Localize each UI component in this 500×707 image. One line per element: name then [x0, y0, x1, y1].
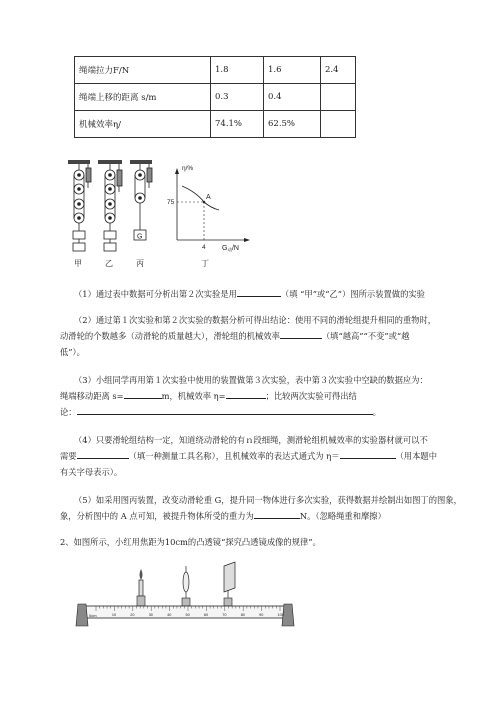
bench-tick-label: 100	[277, 613, 284, 617]
question-2-line-3: 低”）。	[60, 347, 85, 357]
data-table	[74, 56, 356, 138]
table-cell: 0.3	[211, 84, 264, 111]
answer-blank[interactable]	[340, 449, 396, 459]
answer-blank[interactable]	[124, 389, 162, 399]
block-letter: G	[137, 233, 143, 241]
table-row	[75, 57, 356, 84]
question-4-text: 需要	[60, 451, 77, 461]
question-4-text-2: （填一种测量工具名称），且机械效率的表达式通式为 η＝	[128, 451, 340, 461]
figure-label-jia: 甲	[74, 259, 82, 268]
bench-left-leg	[76, 604, 88, 626]
question-2-text-2: （填“越高”“不变”或“越	[321, 331, 410, 341]
question-5-line-2	[60, 508, 386, 524]
table-cell: 1.8	[211, 57, 264, 84]
bench-tick-label: 70	[222, 613, 227, 617]
question-3-line-1: （3）小组同学再用第１次实验中使用的装置做第３次实验，表中第３次实验中空缺的数据应为：	[74, 375, 428, 385]
question-4-line-3: 有关字母表示）。	[60, 467, 123, 477]
answer-blank[interactable]	[77, 405, 373, 415]
bench-tick-label: 20	[130, 613, 135, 617]
table-cell: 绳端上移的距离 s/m	[75, 84, 211, 111]
table-cell: 机械效率η/	[75, 111, 211, 138]
bench-tick-label: 90	[259, 613, 264, 617]
question-1-text: （1）通过表中数据可分析出第２次实验是用	[74, 289, 237, 299]
efficiency-graph	[175, 168, 250, 242]
table-cell: 74.1%	[211, 111, 264, 138]
question-3-line-3	[60, 404, 381, 420]
table-cell	[321, 84, 356, 111]
lens-icon	[182, 566, 190, 606]
table-cell: 绳端拉力F/N	[75, 57, 211, 84]
bench-tick-label: 60	[203, 613, 209, 617]
table-cell: 1.6	[264, 57, 321, 84]
figure-label-yi: 乙	[105, 259, 113, 268]
graph-point-label: A	[206, 194, 211, 201]
question-3-text-2: m，机械效率 η=	[161, 391, 226, 401]
graph-y-tick: 75	[167, 199, 175, 206]
question-2-text: 动滑轮的个数越多（动滑轮的质量越大），滑轮组的机械效率	[60, 331, 280, 341]
answer-blank[interactable]	[254, 509, 300, 519]
table-cell: 62.5%	[264, 111, 321, 138]
question-2-line-1: （2）通过第１次实验和第２次实验的数据分析可得出结论：使用不同的滑轮组提升相同的重物时，	[74, 315, 437, 325]
question-3-text-5: 。	[372, 407, 381, 417]
table-cell	[321, 111, 356, 138]
bench-tick-label: 30	[148, 613, 153, 617]
graph-x-label: $G_动/N$	[222, 245, 239, 253]
pulley-setup-yi	[98, 160, 122, 251]
question-3-text-4: 论：	[60, 407, 77, 417]
graph-y-label: η/%	[182, 165, 194, 172]
answer-blank[interactable]	[280, 329, 322, 339]
bench-tick-label: 40	[167, 613, 172, 617]
question-4-line-1: （4）只要滑轮组结构一定，知道绕动滑轮的有ｎ段细绳，测滑轮组机械效率的实验器材就可以不	[74, 435, 428, 445]
question-5-text-2: N。（忽略绳重和摩擦）	[299, 511, 386, 521]
table-row	[75, 111, 356, 138]
table-row	[75, 84, 356, 111]
bench-tick-label: 50	[185, 613, 190, 617]
question-2-prompt: 2、如图所示，小红用焦距为10cm的凸透镜“探究凸透镜成像的规律”。	[60, 537, 321, 547]
answer-blank[interactable]	[226, 389, 266, 399]
candle-icon	[137, 569, 145, 606]
table-cell: 0.4	[264, 84, 321, 111]
pulley-setup-bing	[130, 160, 152, 240]
pulley-setup-jia	[68, 160, 91, 251]
pulley-figure	[64, 158, 254, 270]
bench-tick-label: 80	[240, 613, 245, 617]
graph-x-tick: 4	[202, 244, 206, 251]
table-cell: 2.4	[321, 57, 356, 84]
question-3-text-3: ；比较两次实验可得出结	[265, 391, 357, 401]
bench-tick-label: 10	[111, 613, 117, 617]
answer-blank[interactable]	[237, 287, 281, 297]
figure-label-ding: 丁	[201, 259, 209, 268]
question-2-line-2	[60, 328, 409, 344]
question-1-text-2: （填 “甲”或“乙”）图所示装置做的实验	[280, 289, 425, 299]
question-1	[74, 286, 425, 302]
figure-label-bing: 丙	[136, 259, 144, 268]
question-5-line-1: （5）如采用图丙装置，改变动滑轮重 G，提升同一物体进行多次实验，获得数据并绘制出如图丁的图象，	[74, 495, 462, 505]
question-4-line-2	[60, 448, 437, 464]
optical-bench-figure	[74, 560, 296, 630]
bench-unit-label: 0cm	[89, 613, 97, 618]
question-4-text-3: （用本题中	[395, 451, 437, 461]
question-5-text: 象，分析图中的 A 点可知，被提升物体所受的重力为	[60, 511, 254, 521]
question-3-text: 绳端移动距离 s=	[60, 391, 124, 401]
question-2	[74, 312, 436, 328]
answer-blank[interactable]	[77, 449, 129, 459]
screen-icon	[224, 562, 235, 606]
question-3-line-2	[60, 388, 357, 404]
